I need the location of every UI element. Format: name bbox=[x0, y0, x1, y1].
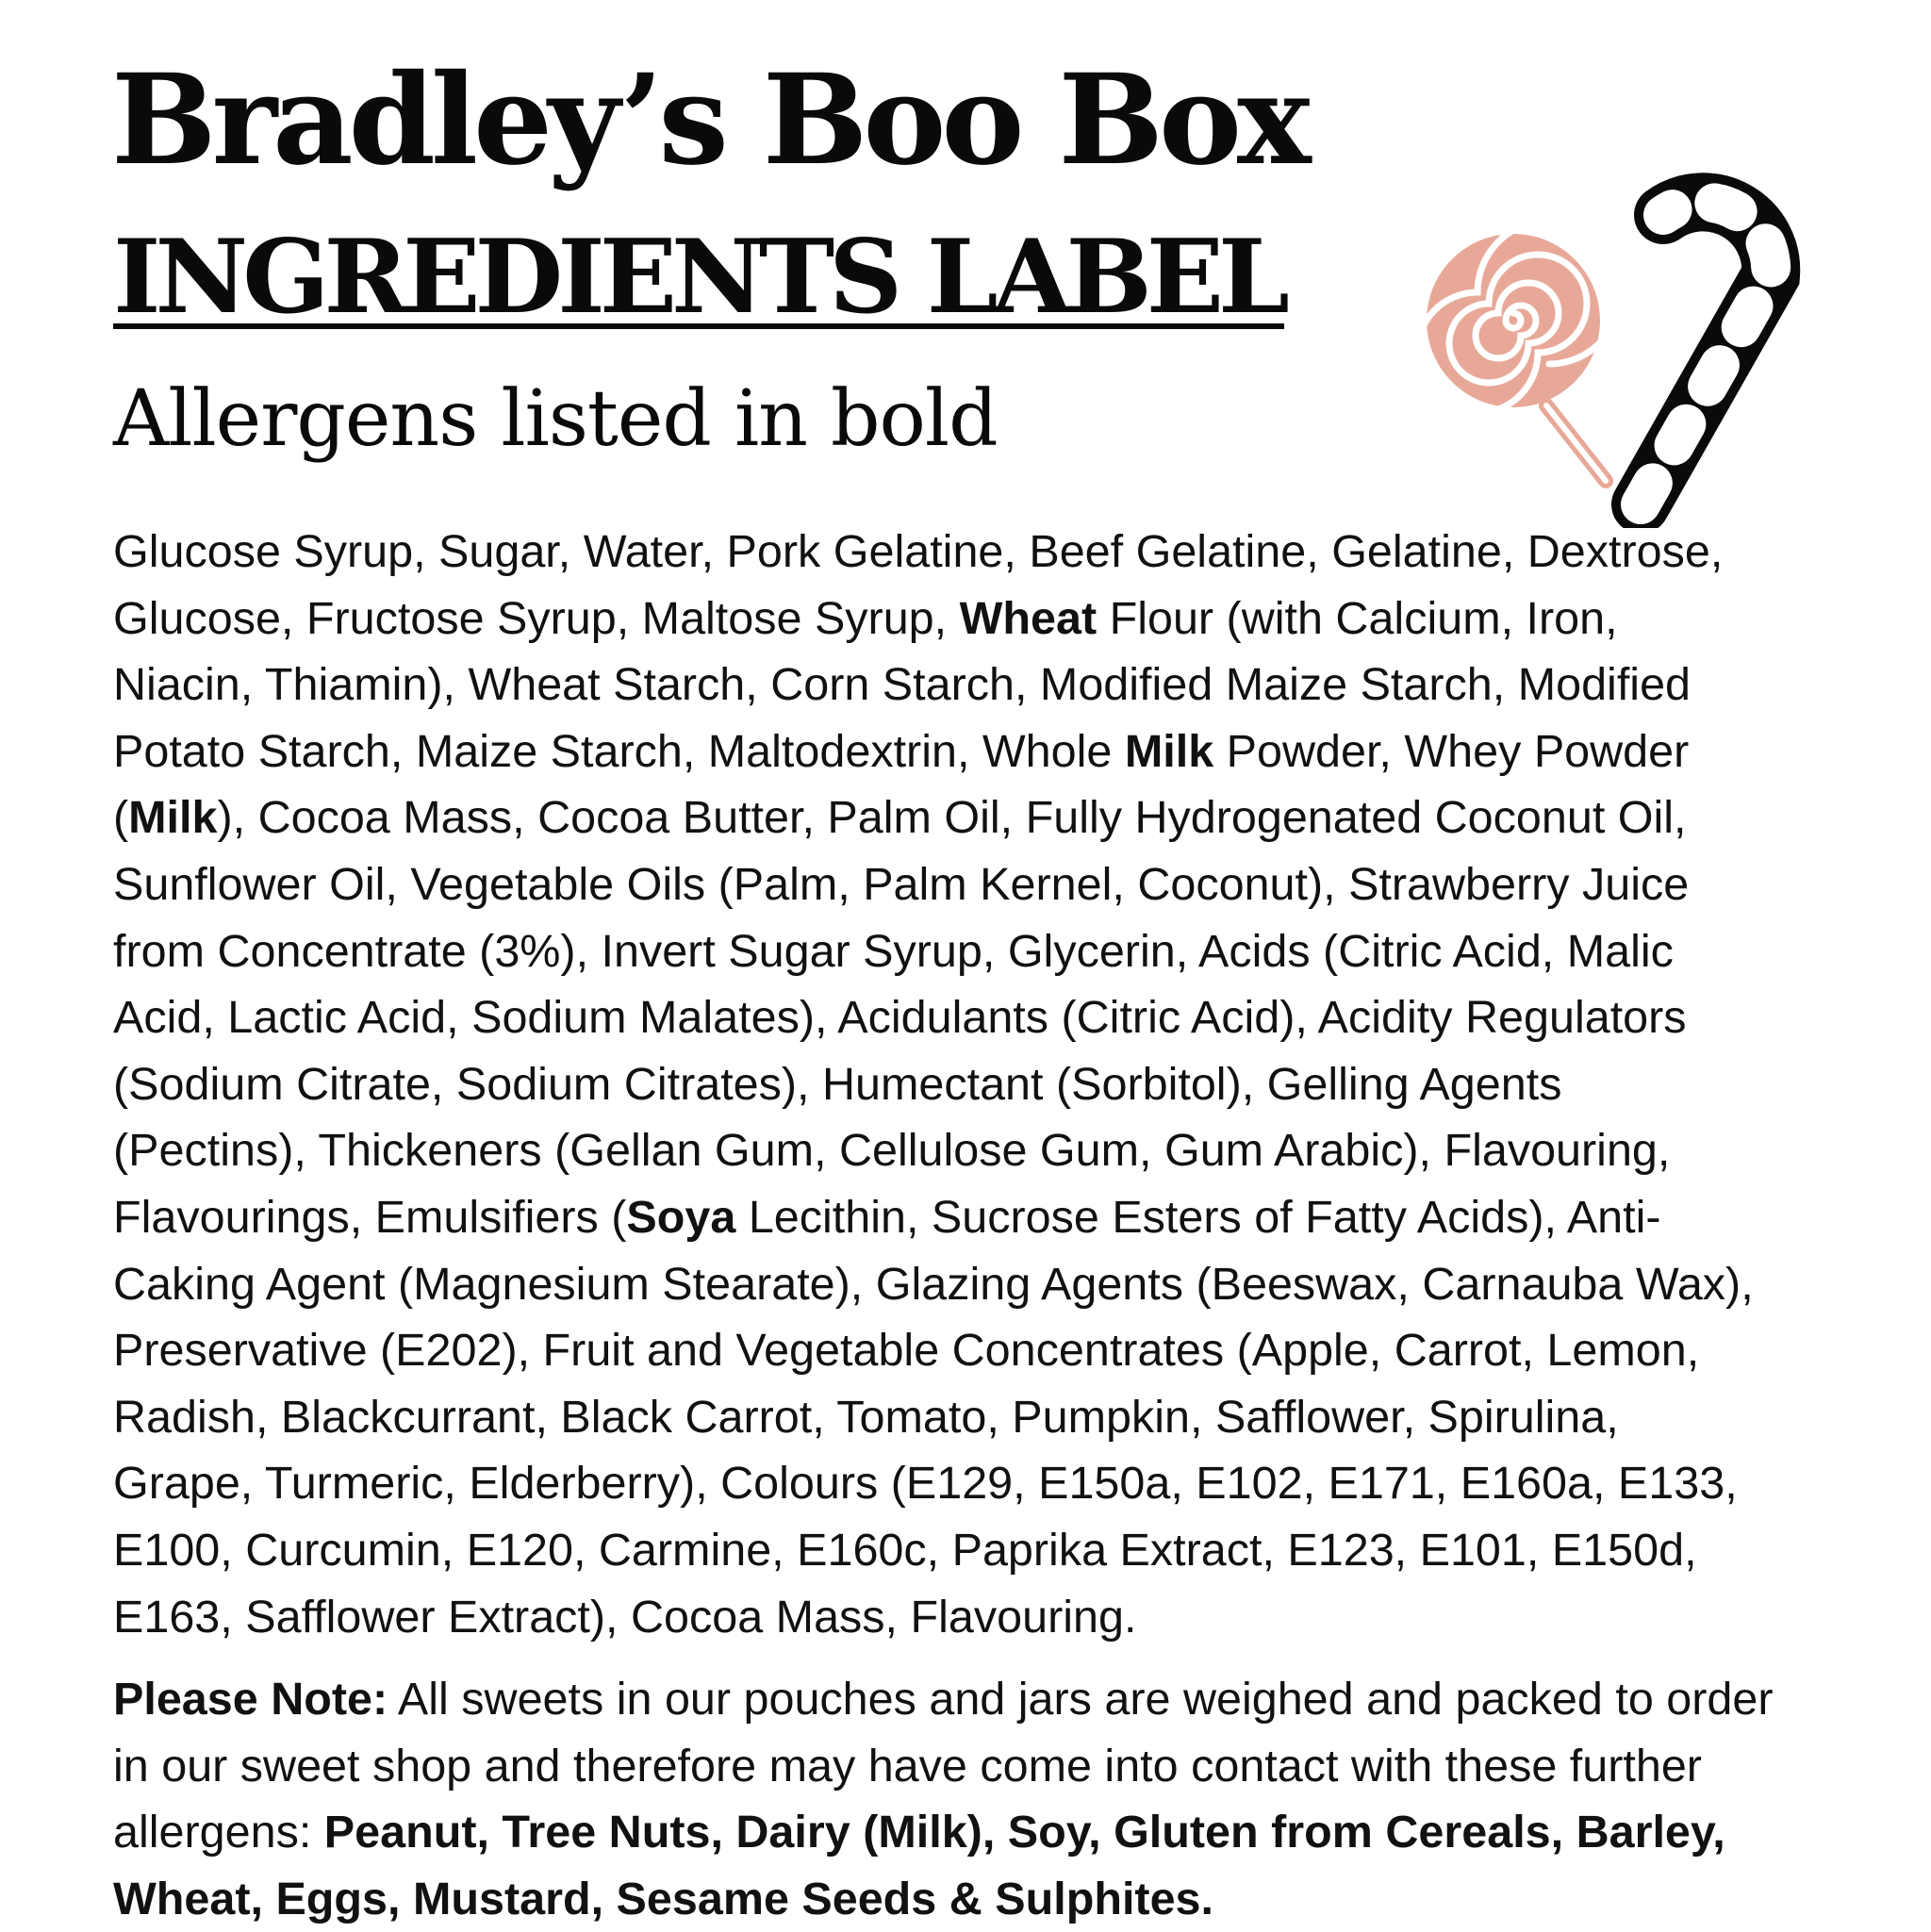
allergen-milk: Milk bbox=[1124, 725, 1214, 777]
page-title: Bradley’s Boo Box bbox=[111, 47, 1307, 193]
note-label: Please Note: bbox=[113, 1674, 388, 1725]
allergen-wheat: Wheat bbox=[959, 592, 1098, 644]
note-line bbox=[113, 1666, 1867, 1733]
ingredient-text: ( bbox=[113, 792, 129, 844]
ingredient-text: Lecithin, Sucrose Esters of Fatty Acids), Anti- bbox=[735, 1191, 1661, 1243]
ingredient-text: Glucose, Fructose Syrup, Maltose Syrup, bbox=[113, 592, 960, 644]
ingredients-line: Niacin, Thiamin), Wheat Starch, Corn Starch, Modified Maize Starch, Modified bbox=[113, 659, 1692, 711]
further-allergens: Wheat, Eggs, Mustard, Sesame Seeds & Sulphites. bbox=[113, 1873, 1214, 1924]
ingredients-line bbox=[113, 718, 1848, 785]
ingredients-line bbox=[113, 586, 1848, 652]
ingredients-label-heading: INGREDIENTS LABEL bbox=[113, 218, 1284, 337]
ingredients-line: Glucose Syrup, Sugar, Water, Pork Gelatine, Beef Gelatine, Gelatine, Dextrose, bbox=[113, 526, 1724, 577]
ingredient-text: Potato Starch, Maize Starch, Maltodextrin, Whole bbox=[113, 725, 1125, 777]
ingredients-line: Grape, Turmeric, Elderberry), Colours (E129, E150a, E102, E171, E160a, E133, bbox=[113, 1458, 1738, 1510]
note-text: All sweets in our pouches and jars are weighed and packed to order bbox=[388, 1674, 1774, 1725]
note-line bbox=[113, 1866, 1867, 1932]
candy-cane-icon bbox=[1603, 94, 1839, 528]
please-note bbox=[113, 1666, 1867, 1932]
allergen-soya: Soya bbox=[626, 1191, 736, 1243]
ingredient-text: ), Cocoa Mass, Cocoa Butter, Palm Oil, Fully Hydrogenated Coconut Oil, bbox=[217, 792, 1687, 844]
ingredient-text: Flour (with Calcium, Iron, bbox=[1097, 592, 1618, 644]
ingredients-line: (Sodium Citrate, Sodium Citrates), Humectant (Sorbitol), Gelling Agents bbox=[113, 1058, 1562, 1110]
note-text: allergens: bbox=[113, 1807, 324, 1858]
ingredients-line: (Pectins), Thickeners (Gellan Gum, Cellulose Gum, Gum Arabic), Flavouring, bbox=[113, 1125, 1671, 1177]
note-line bbox=[113, 1799, 1867, 1866]
ingredients-line bbox=[113, 784, 1848, 851]
ingredients-list bbox=[113, 519, 1848, 1650]
ingredients-line: Acid, Lactic Acid, Sodium Malates), Acidulants (Citric Acid), Acidity Regulators bbox=[113, 992, 1687, 1044]
further-allergens: Peanut, Tree Nuts, Dairy (Milk), Soy, Gluten from Cereals, Barley, bbox=[323, 1807, 1725, 1858]
ingredient-text: Powder, Whey Powder bbox=[1213, 725, 1690, 777]
ingredients-line: E163, Safflower Extract), Cocoa Mass, Flavouring. bbox=[113, 1591, 1137, 1643]
ingredients-line: from Concentrate (3%), Invert Sugar Syrup, Glycerin, Acids (Citric Acid, Malic bbox=[113, 925, 1674, 977]
note-line: in our sweet shop and therefore may have come into contact with these further bbox=[113, 1740, 1702, 1792]
allergen-milk: Milk bbox=[128, 792, 218, 844]
allergens-subheading: Allergens listed in bold bbox=[113, 374, 998, 464]
ingredients-line: Radish, Blackcurrant, Black Carrot, Tomato, Pumpkin, Safflower, Spirulina, bbox=[113, 1391, 1619, 1443]
ingredients-line: Sunflower Oil, Vegetable Oils (Palm, Palm Kernel, Coconut), Strawberry Juice bbox=[113, 858, 1690, 910]
ingredients-line: Preservative (E202), Fruit and Vegetable Concentrates (Apple, Carrot, Lemon, bbox=[113, 1325, 1700, 1377]
ingredients-line: E100, Curcumin, E120, Carmine, E160c, Paprika Extract, E123, E101, E150d, bbox=[113, 1524, 1697, 1576]
ingredients-line bbox=[113, 1184, 1848, 1251]
ingredients-line: Caking Agent (Magnesium Stearate), Glazing Agents (Beeswax, Carnauba Wax), bbox=[113, 1258, 1754, 1310]
ingredient-text: Flavourings, Emulsifiers ( bbox=[113, 1191, 627, 1243]
